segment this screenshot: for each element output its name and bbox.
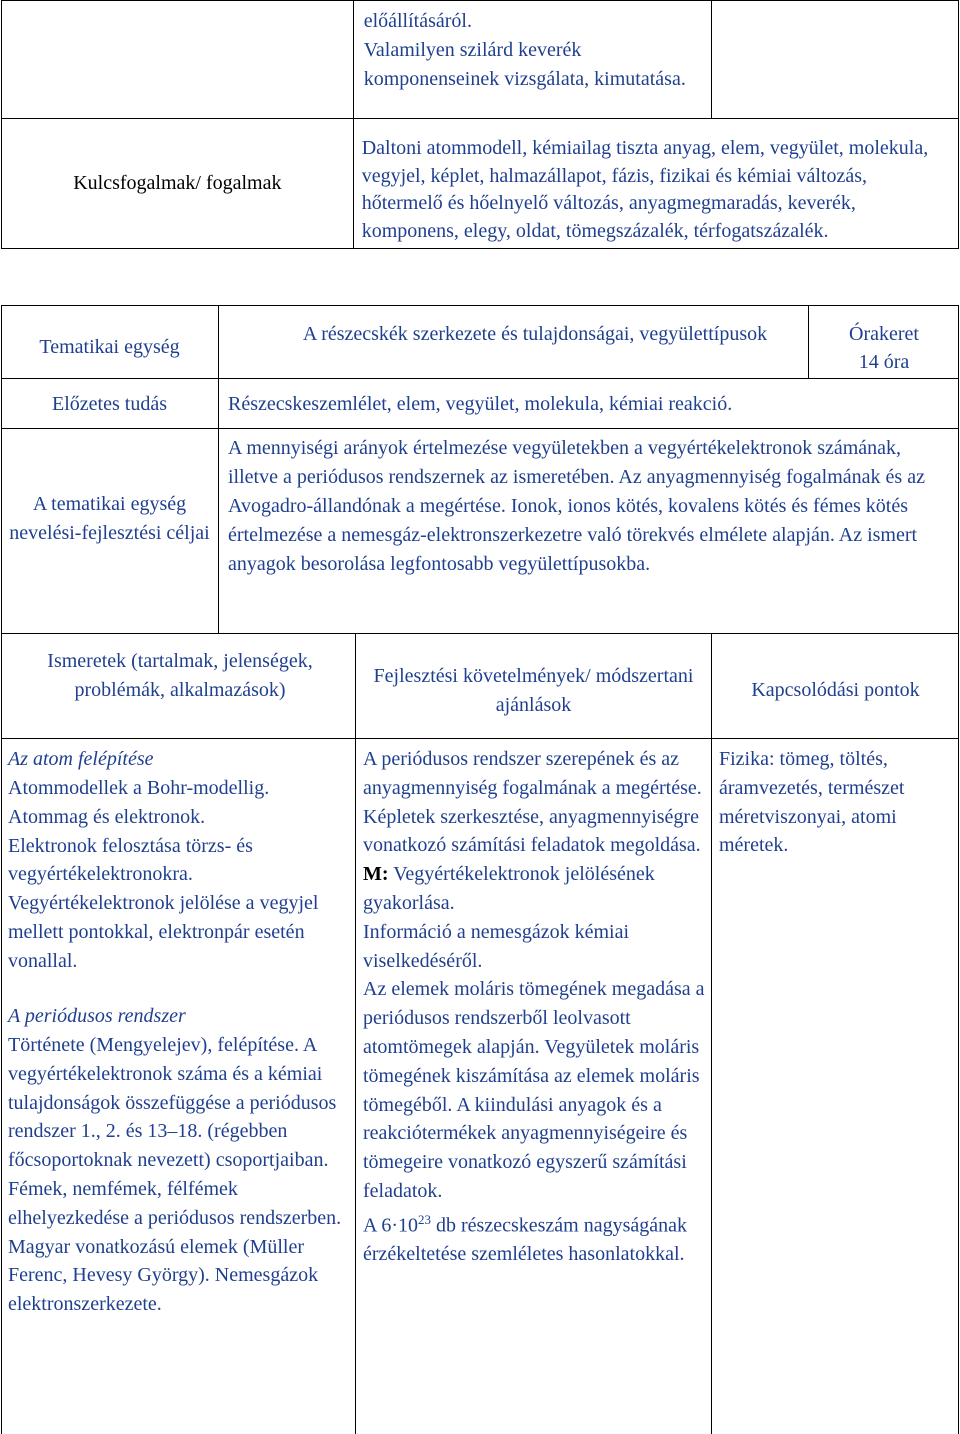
celok-text: A mennyiségi arányok értelmezése vegyületekben a vegyértékelektronok számának, illetve a periódusos rendszernek az ismeretében. Az anyagmennyiség fogalmának és az Avogadro-állandónak a megértése. Ionok, ionos kötés, kovalens kötés és fémes kötés értelmezése a nemesgáz-elektronszerkezetre való törekvés elmélete alapján. Az ismert anyagok besorolása legfontosabb vegyülettípusokba. <box>228 437 925 575</box>
top-table <box>1 0 959 249</box>
top-right-empty-cell <box>712 1 959 119</box>
atom-text: Atommodellek a Bohr-modellig. Atommag és elektronok. Elektronok felosztása törzs- és vegyértékelektronokra. Vegyértékelektronok jelölése a vegyjel mellett pontokkal, elektronpár esetén vonallal. <box>8 777 319 972</box>
period-heading: A periódusos rendszer <box>8 1005 186 1027</box>
fejl-avogadro-exp: 23 <box>418 1211 431 1227</box>
elozetes-label: Előzetes tudás <box>52 393 167 415</box>
col2-header: Fejlesztési követelmények/ módszertani ajánlások <box>373 665 694 716</box>
kapcs-text: Fizika: tömeg, töltés, áramvezetés, természet méretviszonyai, atomi méretek. <box>719 748 905 857</box>
period-text: Története (Mengyelejev), felépítése. A vegyértékelektronok száma és a kémiai tulajdonságok összefüggése a periódusos rendszer 1., 2. és 13–18. (régebben főcsoportoknak nevezett) csoportjaiban. Fémek, nemfémek, félfémek elhelyezkedése a periódusos rendszerben. Magyar vonatkozású elemek (Müller Ferenc, Hevesy György). Nemesgázok elektronszerkezete. <box>8 1034 342 1316</box>
top-empty-cell <box>2 1 354 119</box>
fejl-avogadro <box>363 1206 708 1269</box>
unit-divider-1 <box>218 305 219 379</box>
continuation-text: előállításáról. Valamilyen szilárd keverék komponenseinek vizsgálata, kimutatása. <box>363 10 686 90</box>
fejl-text-1: A periódusos rendszer szerepének és az anyagmennyiség fogalmának a megértése. Képletek szerkesztése, anyagmennyiségre vonatkozó számítási feladatok megoldása. <box>363 748 702 857</box>
col1-header: Ismeretek (tartalmak, jelenségek, problémák, alkalmazások) <box>47 650 313 701</box>
col3-header: Kapcsolódási pontok <box>751 679 920 701</box>
fejl-block-2 <box>363 860 708 1206</box>
kulcs-label: Kulcsfogalmak/ fogalmak <box>73 172 282 195</box>
fejlesztesi-column <box>363 745 708 1269</box>
atom-heading: Az atom felépítése <box>8 748 154 770</box>
kulcs-text: Daltoni atommodell, kémiailag tiszta anyag, elem, vegyület, molekula, vegyjel, képlet, halmazállapot, fázis, fizikai és kémiai változás, hőtermelő és hőelnyelő változás, anyagmegmaradás, keverék, komponens, elegy, oldat, tömegszázalék, térfogatszázalék. <box>361 137 929 242</box>
fejl-avogadro-prefix: A 6·10 <box>363 1214 418 1237</box>
kulcs-label-cell <box>2 119 354 249</box>
orakeret-value: 14 óra <box>858 351 910 373</box>
fejl-m-label: M: <box>363 863 389 886</box>
kulcs-text-cell <box>353 119 958 249</box>
content-divider-2 <box>711 633 712 1434</box>
continuation-cell <box>353 1 712 119</box>
orakeret-label: Órakeret <box>849 323 919 345</box>
unit-title: A részecskék szerkezete és tulajdonságai, vegyülettípusok <box>302 323 768 345</box>
content-divider-1 <box>355 633 356 1434</box>
elozetes-text: Részecskeszemlélet, elem, vegyület, molekula, kémiai reakció. <box>228 393 733 415</box>
content-header-line <box>1 738 959 739</box>
tematikai-label: Tematikai egység <box>39 336 180 358</box>
celok-label: A tematikai egység nevelési-fejlesztési céljai <box>9 493 210 544</box>
fejl-avogadro-suffix: db részecskeszám nagyságának érzékeltetése szemléletes hasonlatokkal. <box>363 1214 687 1266</box>
fejl-text-2: Vegyértékelektronok jelölésének gyakorlása. Információ a nemesgázok kémiai viselkedéséről. Az elemek moláris tömegének megadása a periódusos rendszerből leolvasott atomtömegek alapján. Vegyületek moláris tömegének kiszámítása az elemek moláris tömegéből. A kiindulási anyagok és a reakciótermékek anyagmennyiségeire és tömegeire vonatkozó egyszerű számítási feladatok. <box>363 863 705 1202</box>
